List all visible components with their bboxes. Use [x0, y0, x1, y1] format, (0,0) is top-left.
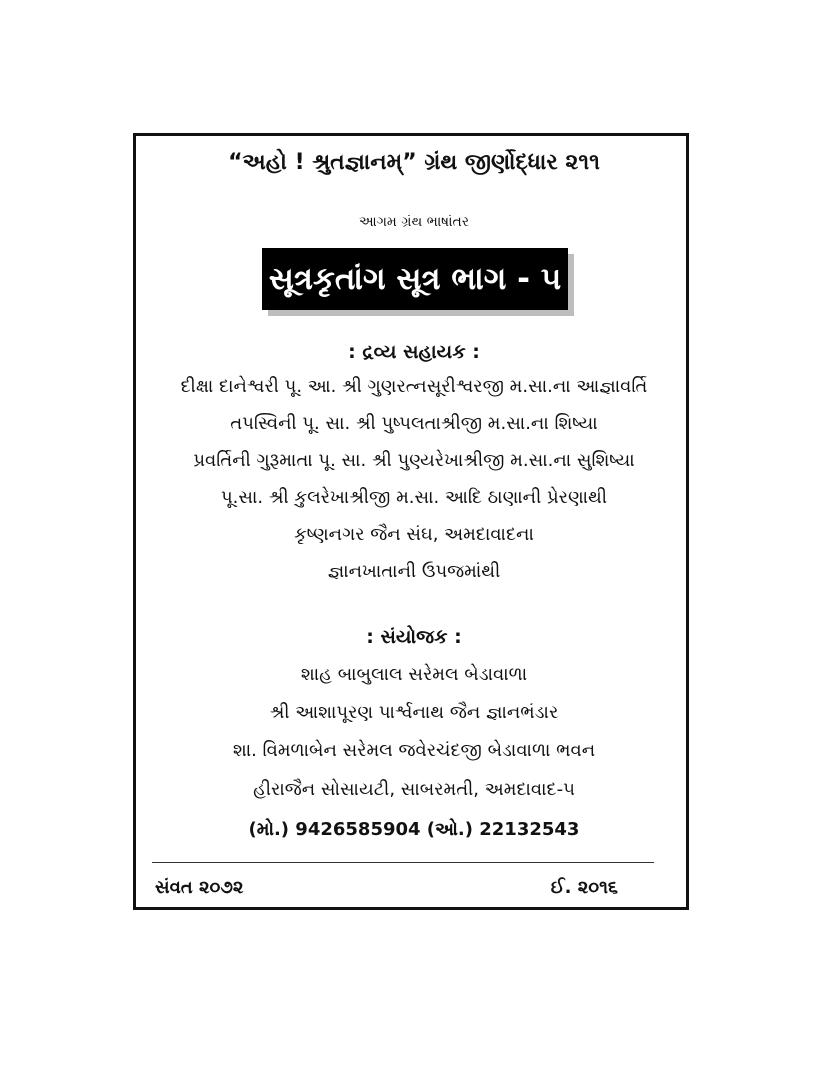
sponsor-line: કૃષ્ણનગર જૈન સંઘ, અમદાવાદના	[294, 524, 534, 545]
sponsor-line: જ્ઞાનખાતાની ઉપજમાંથી	[327, 561, 501, 582]
sponsor-line: દીક્ષા દાનેશ્વરી પૂ. આ. શ્રી ગુણરત્નસૂરીશ્વરજી મ.સા.ના આજ્ઞાવર્તિ	[180, 376, 648, 397]
coordinator-line: હીરાજૈન સોસાયટી, સાબરમતી, અમદાવાદ-૫	[253, 779, 575, 800]
sponsor-line: તપસ્વિની પૂ. સા. શ્રી પુષ્પલતાશ્રીજી મ.સા.ના શિષ્યા	[230, 413, 598, 434]
coordinator-line: શ્રી આશાપૂરણ પાર્શ્વનાથ જૈન જ્ઞાનભંડાર	[269, 702, 559, 723]
series-title: “અહો ! શ્રુતજ્ઞાનમ્” ગ્રંથ જીર્ણોદ્ધાર ૨૧૧	[228, 150, 600, 175]
gregorian-year: ઈ. ૨૦૧૬	[550, 877, 618, 898]
samvat-year: સંવત ૨૦૭૨	[155, 877, 244, 898]
book-title-text: સૂત્રકૃતાંગ સૂત્ર ભાગ - ૫	[268, 260, 562, 297]
coordinator-line: શાહ બાબુલાલ સરેમલ બેડાવાળા	[300, 664, 528, 685]
sponsor-line: પ્રવર્તિની ગુરૂમાતા પૂ. સા. શ્રી પુણ્યરેખાશ્રીજી મ.સા.ના સુશિષ્યા	[193, 450, 635, 471]
footer-divider	[152, 862, 654, 863]
book-title	[262, 248, 568, 310]
contact-numbers: (મો.) 9426585904 (ઓ.) 22132543	[248, 819, 580, 840]
sponsor-heading: : દ્રવ્ય સહાયક :	[348, 341, 480, 363]
coordinator-line: શા. વિમળાબેન સરેમલ જવેરચંદજી બેડાવાળા ભવન	[232, 740, 596, 761]
coordinator-heading: : સંયોજક :	[366, 626, 462, 648]
subtitle: આગમ ગ્રંથ ભાષાંતર	[358, 214, 470, 230]
sponsor-line: પૂ.સા. શ્રી કુલરેખાશ્રીજી મ.સા. આદિ ઠાણાની પ્રેરણાથી	[220, 487, 608, 508]
